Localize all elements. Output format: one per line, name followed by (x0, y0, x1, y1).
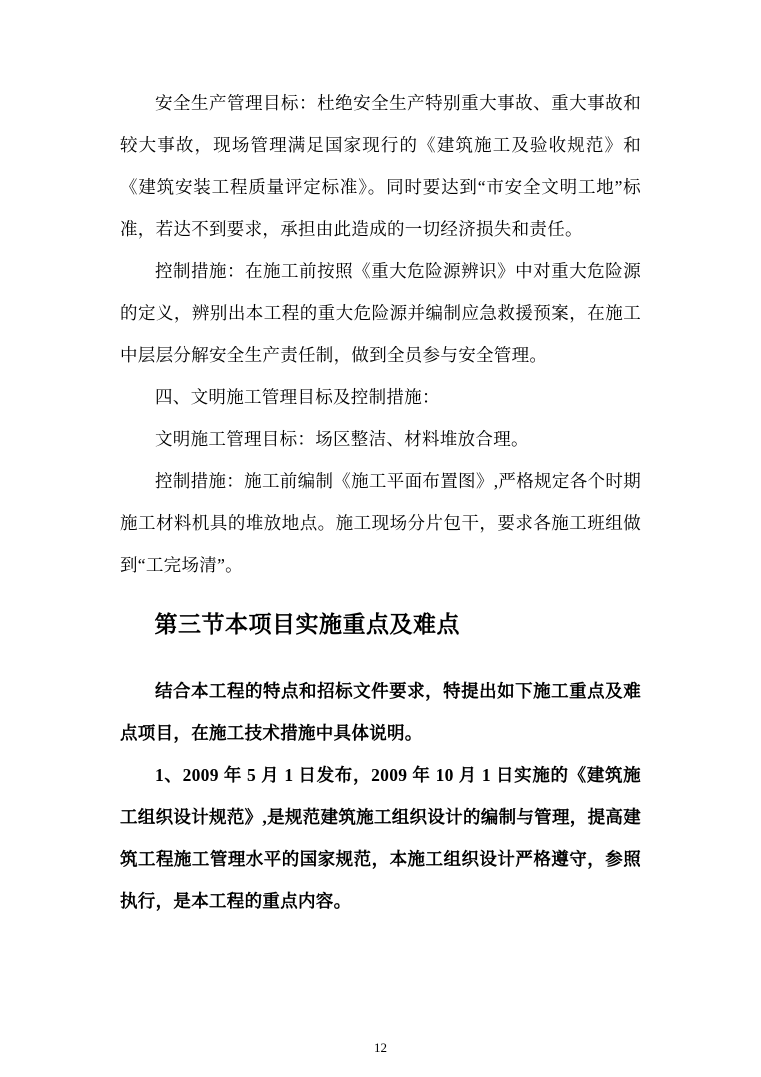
paragraph-civilized-construction-title: 四、文明施工管理目标及控制措施： (155, 387, 440, 407)
paragraph-safety-management-goal: 安全生产管理目标：杜绝安全生产特别重大事故、重大事故和较大事故，现场管理满足国家现行的《建筑施工及验收规范》和《建筑安装工程质量评定标准》。同时要达到“市安全文明工地”标准，若达不到要求，承担由此造成的一切经济损失和责任。 (120, 93, 641, 239)
paragraph-key-point-1: 1、2009 年 5 月 1 日发布，2009 年 10 月 1 日实施的《建筑施工组织设计规范》,是规范建筑施工组织设计的编制与管理，提高建筑工程施工管理水平的国家规范，本施工组织设计严格遵守，参照执行，是本工程的重点内容。 (120, 765, 641, 911)
section-heading: 第三节本项目实施重点及难点 (154, 612, 460, 637)
paragraph-civilized-control-measures: 控制措施：施工前编制《施工平面布置图》,严格规定各个时期施工材料机具的堆放地点。施工现场分片包干，要求各施工班组做到“工完场清”。 (120, 471, 641, 575)
paragraph-civilized-construction-goal: 文明施工管理目标：场区整洁、材料堆放合理。 (155, 429, 529, 449)
paragraph-key-points-intro: 结合本工程的特点和招标文件要求，特提出如下施工重点及难点项目，在施工技术措施中具体说明。 (120, 681, 641, 743)
page-number: 12 (374, 1040, 387, 1055)
page-footer (0, 1039, 761, 1057)
paragraph-safety-control-measures: 控制措施：在施工前按照《重大危险源辨识》中对重大危险源的定义，辨别出本工程的重大危险源并编制应急救援预案，在施工中层层分解安全生产责任制，做到全员参与安全管理。 (120, 261, 641, 365)
